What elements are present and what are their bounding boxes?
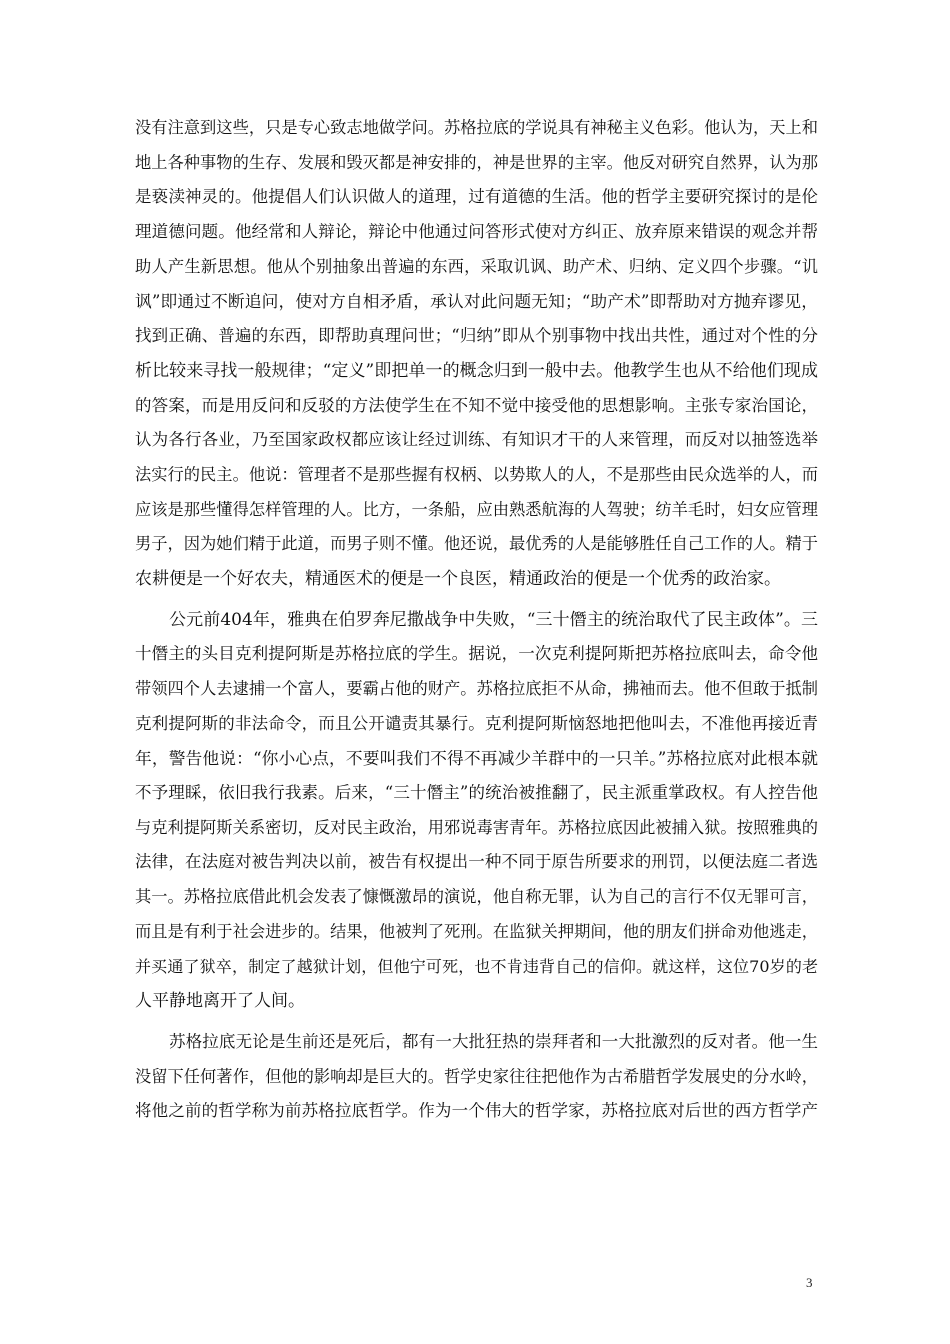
text-line: 理道德问题。他经常和人辩论，辩论中他通过问答形式使对方纠正、放弃原来错误的观念并帮 <box>135 222 818 242</box>
text-line: 析比较来寻找一般规律；“定义”即把单一的概念归到一般中去。他教学生也从不给他们现成 <box>135 360 818 381</box>
text-line: 公元前404年，雅典在伯罗奔尼撒战争中失败，“三十僭主的统治取代了民主政体”。三 <box>169 609 818 630</box>
text-line: 带领四个人去逮捕一个富人，要霸占他的财产。苏格拉底拒不从命，拂袖而去。他不但敢于抵制 <box>135 679 818 698</box>
text-line: 找到正确、普遍的东西，即帮助真理问世；“归纳”即从个别事物中找出共性，通过对个性的分 <box>135 326 818 346</box>
paragraph-2 <box>135 603 818 1019</box>
text-line: 并买通了狱卒，制定了越狱计划，但他宁可死，也不肯违背自己的信仰。就这样，这位70岁的老 <box>135 956 818 976</box>
text-line: 应该是那些懂得怎样管理的人。比方，一条船，应由熟悉航海的人驾驶；纺羊毛时，妇女应管理 <box>135 499 818 519</box>
text-line: 年，警告他说：“你小心点，不要叫我们不得不再减少羊群中的一只羊。”苏格拉底对此根本就 <box>135 748 818 769</box>
text-line: 其一。苏格拉底借此机会发表了慷慨激昂的演说，他自称无罪，认为自己的言行不仅无罪可言， <box>135 887 818 907</box>
text-line: 与克利提阿斯关系密切，反对民主政治，用邪说毒害青年。苏格拉底因此被捕入狱。按照雅典的 <box>135 817 818 837</box>
body-text <box>135 111 818 1129</box>
text-line: 不予理睬，依旧我行我素。后来，“三十僭主”的统治被推翻了，民主派重掌政权。有人控告他 <box>135 783 818 803</box>
text-line: 男子，因为她们精于此道，而男子则不懂。他还说，最优秀的人是能够胜任自己工作的人。精于 <box>135 534 818 554</box>
text-line: 助人产生新思想。他从个别抽象出普遍的东西，采取讥讽、助产术、归纳、定义四个步骤。“讥 <box>135 256 818 276</box>
text-line: 法实行的民主。他说：管理者不是那些握有权柄、以势欺人的人，不是那些由民众选举的人，而 <box>135 464 818 484</box>
text-line: 的答案，而是用反问和反驳的方法使学生在不知不觉中接受他的思想影响。主张专家治国论， <box>135 395 818 415</box>
text-line: 地上各种事物的生存、发展和毁灭都是神安排的，神是世界的主宰。他反对研究自然界，认为那 <box>135 152 818 172</box>
text-line: 苏格拉底无论是生前还是死后，都有一大批狂热的崇拜者和一大批激烈的反对者。他一生 <box>169 1031 818 1051</box>
text-line: 人平静地离开了人间。 <box>135 991 305 1012</box>
text-line: 而且是有利于社会进步的。结果，他被判了死刑。在监狱关押期间，他的朋友们拼命劝他逃走， <box>135 921 818 941</box>
text-line: 法律，在法庭对被告判决以前，被告有权提出一种不同于原告所要求的刑罚，以便法庭二者选 <box>135 852 818 872</box>
text-line: 将他之前的哲学称为前苏格拉底哲学。作为一个伟大的哲学家，苏格拉底对后世的西方哲学产 <box>135 1101 818 1121</box>
text-line: 认为各行各业，乃至国家政权都应该让经过训练、有知识才干的人来管理，而反对以抽签选举 <box>135 430 818 450</box>
text-line: 讽”即通过不断追问，使对方自相矛盾，承认对此问题无知；“助产术”即帮助对方抛弃谬见， <box>135 291 818 312</box>
page-number: 3 <box>806 1275 813 1290</box>
text-line: 十僭主的头目克利提阿斯是苏格拉底的学生。据说，一次克利提阿斯把苏格拉底叫去，命令他 <box>135 644 818 664</box>
text-line: 农耕便是一个好农夫，精通医术的便是一个良医，精通政治的便是一个优秀的政治家。 <box>135 568 781 589</box>
text-line: 没留下任何著作，但他的影响却是巨大的。哲学史家往往把他作为古希腊哲学发展史的分水岭， <box>135 1066 818 1086</box>
text-line: 没有注意到这些，只是专心致志地做学问。苏格拉底的学说具有神秘主义色彩。他认为，天上和 <box>135 118 818 137</box>
paragraph-1 <box>135 111 818 597</box>
text-line: 是亵渎神灵的。他提倡人们认识做人的道理，过有道德的生活。他的哲学主要研究探讨的是伦 <box>135 187 818 207</box>
paragraph-3 <box>135 1025 818 1129</box>
text-line: 克利提阿斯的非法命令，而且公开谴责其暴行。克利提阿斯恼怒地把他叫去，不准他再接近青 <box>135 713 818 733</box>
